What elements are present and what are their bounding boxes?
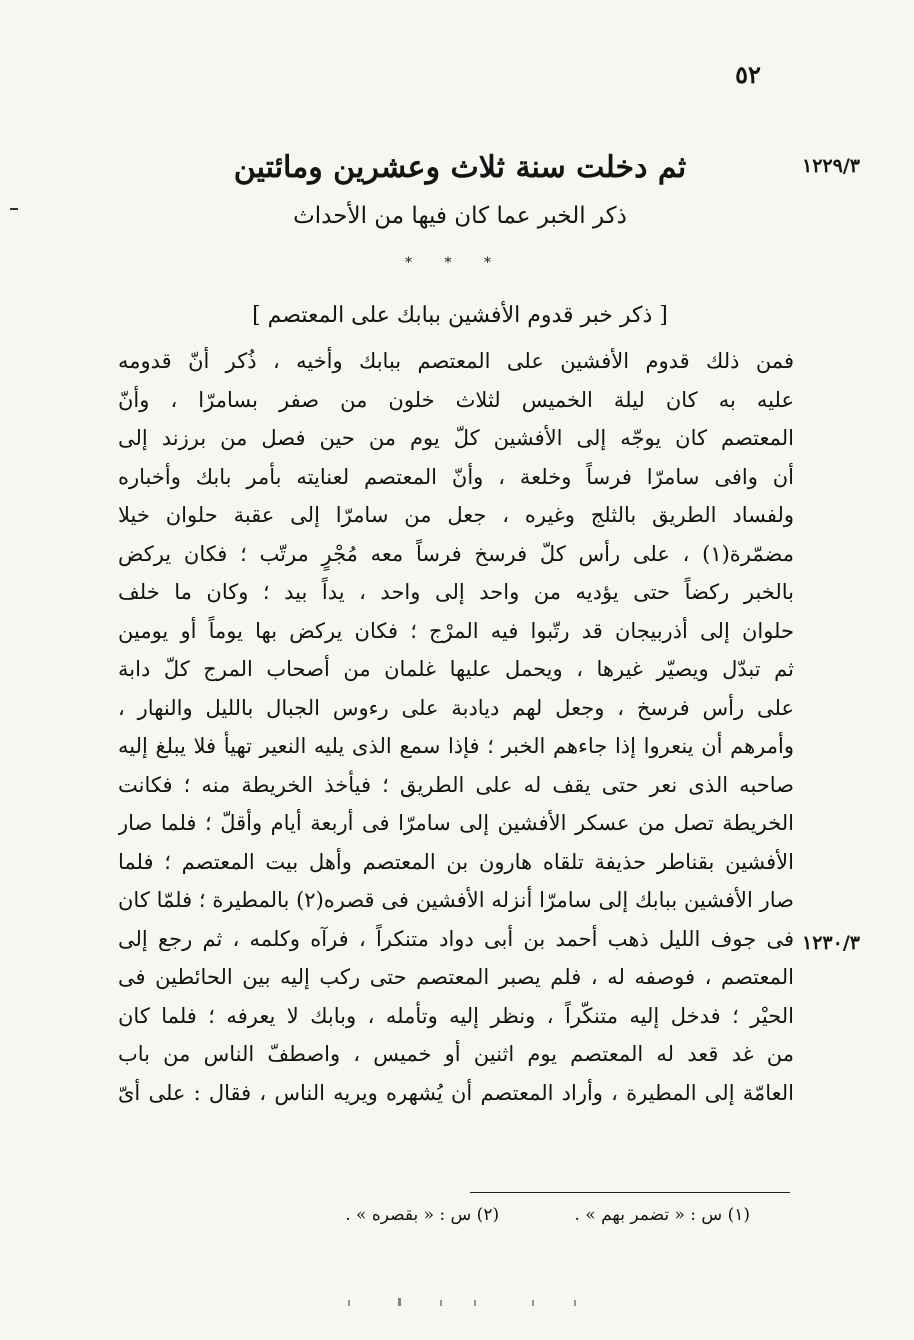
text-line: ولفساد الطريق بالثلج وغيره ، جعل من سامرّا إلى عقبة حلوان خيلا <box>118 503 794 527</box>
text-line: عليه به كان ليلة الخميس لثلاث خلون من صفر بسامرّا ، وأنّ <box>118 387 794 412</box>
text-line: على رأس فرسخ ، وجعل لهم ديادبة على رءوس الجبال بالليل والنهار ، <box>118 695 794 720</box>
scan-artifact <box>348 1300 350 1306</box>
text-line: الأفشين بقناطر حذيفة تلقاه هارون بن المعتصم وأهل بيت المعتصم ؛ فلما <box>118 849 794 874</box>
scan-artifact <box>574 1300 576 1306</box>
page-number: ٥٢ <box>735 60 761 89</box>
separator-stars: * * * <box>405 255 505 271</box>
text-line: الحيْر ؛ فدخل إليه متنكّراً ، ونظر إليه وتأمله ، وبابك لا يعرفه ؛ فلما كان <box>118 1003 794 1028</box>
body-text <box>118 342 794 1112</box>
margin-reference-2: ١٢٣٠/٣ <box>802 932 860 954</box>
text-line: من غد قعد له المعتصم يوم اثنين أو خميس ، واصطفّ الناس من باب <box>118 1042 794 1066</box>
scan-artifact <box>474 1300 476 1306</box>
text-line: المعتصم كان يوجّه إلى الأفشين كلّ يوم من حين فصل من برزند إلى <box>118 426 794 450</box>
footnotes <box>230 1205 750 1225</box>
text-line: الخريطة تصل من عسكر الأفشين إلى سامرّا فى أربعة أيام وأقلّ ؛ فلما صار <box>118 811 794 835</box>
scan-artifact <box>10 208 18 210</box>
text-line: بالخبر ركضاً حتى يؤديه من واحد إلى واحد ، يداً بيد ؛ وكان ما خلف <box>118 580 794 604</box>
text-line: صاحبه الذى نعر حتى يقف له على الطريق ؛ فيأخذ الخريطة منه ؛ فكانت <box>118 772 794 797</box>
text-line: فمن ذلك قدوم الأفشين على المعتصم ببابك وأخيه ، ذُكر أنّ قدومه <box>118 349 794 373</box>
margin-reference-1: ١٢٢٩/٣ <box>802 155 860 177</box>
scan-artifact <box>440 1300 442 1306</box>
text-line: ثم تبدّل ويصيّر غيرها ، ويحمل عليها غلمان من أصحاب المرج كلّ دابة <box>118 657 794 681</box>
text-line: العامّة إلى المطيرة ، وأراد المعتصم أن يُشهره ويريه الناس ، فقال : على أىّ <box>118 1080 794 1105</box>
chapter-subtitle: ذكر الخبر عما كان فيها من الأحداث <box>293 203 627 229</box>
scan-artifact <box>398 1298 401 1306</box>
footnote-1: (١) س : « تضمر بهم » . <box>574 1205 750 1225</box>
section-heading: [ ذكر خبر قدوم الأفشين ببابك على المعتصم ] <box>252 303 668 328</box>
text-line: حلوان إلى أذربيجان قد رتّبوا فيه المرْج ؛ فكان يركض بها يوماً أو يومين <box>118 618 794 643</box>
text-line: فى جوف الليل ذهب أحمد بن أبى دواد متنكراً ، فرآه وكلمه ، ثم رجع إلى <box>118 926 794 951</box>
text-line: المعتصم ، فوصفه له ، فلم يصبر المعتصم حتى ركب إليه بين الحائطين فى <box>118 965 794 989</box>
scan-artifact <box>532 1300 534 1306</box>
text-line: وأمرهم أن ينعروا إذا جاءهم الخبر ؛ فإذا سمع الذى يليه النعير تهيأ فلا يبلغ إليه <box>118 734 794 758</box>
text-line: مضمّرة(١) ، على رأس كلّ فرسخ فرساً معه مُجْرٍ مرتّب ؛ فكان يركض <box>118 541 794 566</box>
text-line: أن وافى سامرّا فرساً وخلعة ، وأنّ المعتصم لعنايته بأمر بابك وأخباره <box>118 464 794 489</box>
footnote-2: (٢) س : « بقصره » . <box>345 1205 500 1225</box>
chapter-title: ثم دخلت سنة ثلاث وعشرين ومائتين <box>233 150 687 185</box>
text-line: صار الأفشين ببابك إلى سامرّا أنزله الأفشين فى قصره(٢) بالمطيرة ؛ فلمّا كان <box>118 888 794 912</box>
footnote-divider <box>470 1192 790 1193</box>
